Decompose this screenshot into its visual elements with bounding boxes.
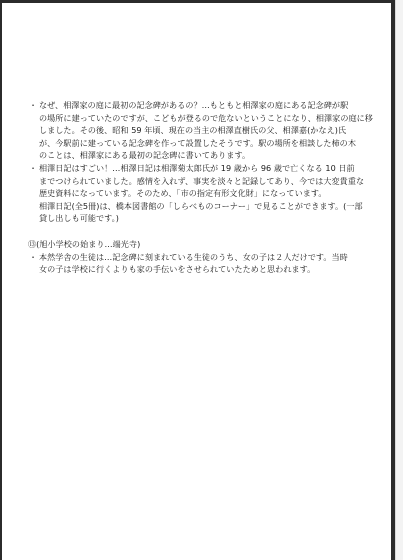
text-line: の場所に建っていたのですが、こどもが登るので危ないということになり、相澤家の庭に移 [39,112,373,123]
paragraph-school-students [24,251,382,276]
text-line: しました。その後、昭和 59 年頃、現在の当主の相澤直樹氏の父、相澤嘉(かなえ)氏 [39,125,347,136]
text-line: 相澤日記はすごい！…相澤日記は相澤菊太郎氏が 19 歳から 96 歳で亡くなる 10 日前 [39,162,355,173]
page-left-border [0,0,2,560]
page-top-border [0,0,392,3]
paragraph-aizawa-diary [24,162,382,225]
bullet-marker: ・ [29,162,38,173]
text-line: のことは、相澤家にある最初の記念碑に書いてあります。 [39,150,251,161]
page-gutter [395,0,403,560]
text-line: なぜ、相澤家の庭に最初の記念碑があるの？…もともと相澤家の庭にある記念碑が駅 [39,100,349,110]
text-line: までつけられていました。感情を入れず、事実を淡々と記録してあり、今では大変貴重な [39,175,365,186]
text-line: 歴史資料になっています。そのため、「市の指定有形文化財」になっています。 [39,188,327,199]
text-line: が、今駅前に建っている記念碑を作って設置したそうです。駅の場所を相談した柿の木 [39,137,356,148]
bullet-marker: ・ [29,100,38,110]
text-line: 貸し出しも可能です。) [39,213,119,224]
section-heading-13: ⑬(旭小学校の始まり…端光寺) [28,238,141,249]
text-line: 本然学舎の生徒は…記念碑に刻まれている生徒のうち、女の子は２人だけです。当時 [39,251,348,262]
paragraph-first-memorial [24,99,382,162]
bullet-marker: ・ [29,251,38,262]
text-line: 女の子は学校に行くよりも家の手伝いをさせられていたためと思われます。 [39,264,316,275]
document-body [24,99,382,276]
text-line: 相澤日記(全5冊)は、橋本図書館の「しらべものコーナー」で見ることができます。(一部 [39,200,363,211]
